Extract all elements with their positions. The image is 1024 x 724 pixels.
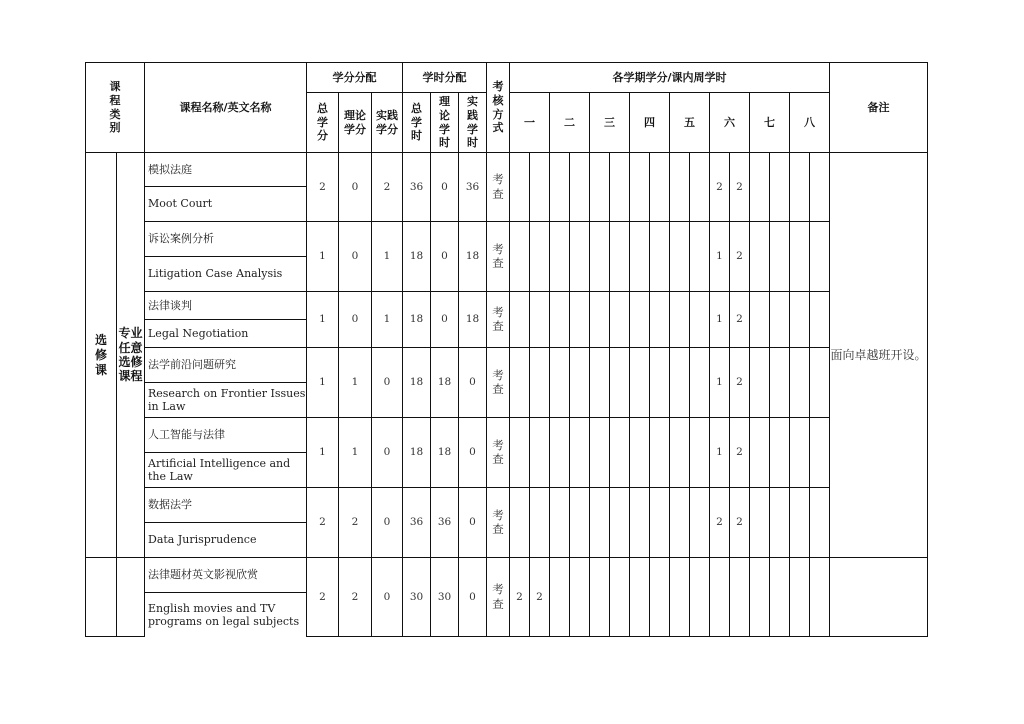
theory-hours: 0: [431, 153, 459, 222]
theory-credit: 2: [339, 488, 372, 558]
theory-credit: 0: [339, 153, 372, 222]
table-row: [86, 292, 928, 320]
semester-6-credit: 2: [710, 153, 730, 222]
table-row: [86, 558, 928, 593]
course-name-cn: 模拟法庭: [145, 153, 307, 187]
course-name-header: 课程名称/英文名称: [145, 63, 307, 153]
exam-method: 考查: [487, 292, 510, 348]
course-name-cn: 人工智能与法律: [145, 418, 307, 453]
semester-6-weekly-hours: 2: [730, 222, 750, 292]
practice-hours: 0: [459, 348, 487, 418]
semester-6-weekly-hours: 2: [730, 488, 750, 558]
theory-credit: 0: [339, 222, 372, 292]
total-credit: 2: [307, 558, 339, 637]
total-hours: 18: [403, 418, 431, 488]
category-header: 课程类别: [86, 63, 145, 153]
exam-method: 考查: [487, 153, 510, 222]
total-hours: 18: [403, 292, 431, 348]
semester-2-header: 二: [550, 93, 590, 153]
exam-method-header: 考核方式: [487, 63, 510, 153]
semester-6-credit: 1: [710, 222, 730, 292]
credit-group-header: 学分分配: [307, 63, 403, 93]
course-name-en: Legal Negotiation: [145, 320, 307, 348]
total-hours: 18: [403, 222, 431, 292]
semester-6-credit: 1: [710, 292, 730, 348]
total-credit: 2: [307, 488, 339, 558]
table-row: [86, 418, 928, 453]
semester-4-header: 四: [630, 93, 670, 153]
theory-hours: 36: [431, 488, 459, 558]
curriculum-table: [85, 62, 928, 637]
major-elective-label: 专业任意选修课程: [117, 153, 145, 558]
theory-hours: 0: [431, 222, 459, 292]
semester-7-header: 七: [750, 93, 790, 153]
practice-hours: 18: [459, 222, 487, 292]
theory-credit: 0: [339, 292, 372, 348]
exam-method: 考查: [487, 418, 510, 488]
practice-credit: 0: [372, 348, 403, 418]
practice-hours: 36: [459, 153, 487, 222]
theory-credit: 1: [339, 418, 372, 488]
course-name-en: Litigation Case Analysis: [145, 257, 307, 292]
semester-1-header: 一: [510, 93, 550, 153]
total-credit: 1: [307, 348, 339, 418]
semester-6-weekly-hours: 2: [730, 348, 750, 418]
course-name-cn: 法律题材英文影视欣赏: [145, 558, 307, 593]
total-hours: 30: [403, 558, 431, 637]
practice-credit-header: 实践学分: [372, 93, 403, 153]
practice-credit: 0: [372, 488, 403, 558]
practice-credit: 0: [372, 558, 403, 637]
course-name-en: Moot Court: [145, 187, 307, 222]
total-hours: 36: [403, 153, 431, 222]
semester-3-header: 三: [590, 93, 630, 153]
total-credit-header: 总学分: [307, 93, 339, 153]
practice-hours: 0: [459, 558, 487, 637]
semester-group-header: 各学期学分/课内周学时: [510, 63, 830, 93]
total-credit: 2: [307, 153, 339, 222]
exam-method: 考查: [487, 222, 510, 292]
total-hours-header: 总学时: [403, 93, 431, 153]
total-hours: 36: [403, 488, 431, 558]
semester-6-credit: 1: [710, 348, 730, 418]
elective-label: 选修课: [86, 153, 117, 558]
semester-5-header: 五: [670, 93, 710, 153]
semester-6-header: 六: [710, 93, 750, 153]
practice-credit: 2: [372, 153, 403, 222]
course-name-en: English movies and TV programs on legal subjects: [145, 593, 307, 637]
header-row-1: [86, 63, 928, 93]
practice-credit: 1: [372, 222, 403, 292]
semester-6-credit: 2: [710, 488, 730, 558]
practice-credit: 0: [372, 418, 403, 488]
semester-8-header: 八: [790, 93, 830, 153]
theory-hours: 18: [431, 348, 459, 418]
theory-credit: 1: [339, 348, 372, 418]
total-credit: 1: [307, 222, 339, 292]
total-credit: 1: [307, 292, 339, 348]
theory-hours: 30: [431, 558, 459, 637]
semester-6-weekly-hours: 2: [730, 292, 750, 348]
semester-6-weekly-hours: 2: [730, 153, 750, 222]
total-hours: 18: [403, 348, 431, 418]
course-name-cn: 数据法学: [145, 488, 307, 523]
exam-method: 考查: [487, 348, 510, 418]
exam-method: 考查: [487, 558, 510, 637]
course-name-cn: 诉讼案例分析: [145, 222, 307, 257]
total-credit: 1: [307, 418, 339, 488]
theory-hours: 18: [431, 418, 459, 488]
theory-hours-header: 理论学时: [431, 93, 459, 153]
course-name-cn: 法学前沿问题研究: [145, 348, 307, 383]
semester-1-credit: 2: [510, 558, 530, 637]
course-name-cn: 法律谈判: [145, 292, 307, 320]
semester-6-credit: 1: [710, 418, 730, 488]
theory-hours: 0: [431, 292, 459, 348]
course-name-en: Artificial Intelligence and the Law: [145, 453, 307, 488]
remarks-note: 面向卓越班开设。: [830, 153, 928, 558]
practice-hours: 0: [459, 488, 487, 558]
practice-hours: 18: [459, 292, 487, 348]
table-row: [86, 222, 928, 257]
practice-hours: 0: [459, 418, 487, 488]
remarks-header: 备注: [830, 63, 928, 153]
theory-credit: 2: [339, 558, 372, 637]
hours-group-header: 学时分配: [403, 63, 487, 93]
theory-credit-header: 理论学分: [339, 93, 372, 153]
table-row: [86, 153, 928, 187]
practice-credit: 1: [372, 292, 403, 348]
practice-hours-header: 实践学时: [459, 93, 487, 153]
semester-6-weekly-hours: 2: [730, 418, 750, 488]
course-name-en: Data Jurisprudence: [145, 523, 307, 558]
semester-1-weekly-hours: 2: [530, 558, 550, 637]
table-row: [86, 348, 928, 383]
exam-method: 考查: [487, 488, 510, 558]
course-name-en: Research on Frontier Issues in Law: [145, 383, 307, 418]
table-row: [86, 488, 928, 523]
